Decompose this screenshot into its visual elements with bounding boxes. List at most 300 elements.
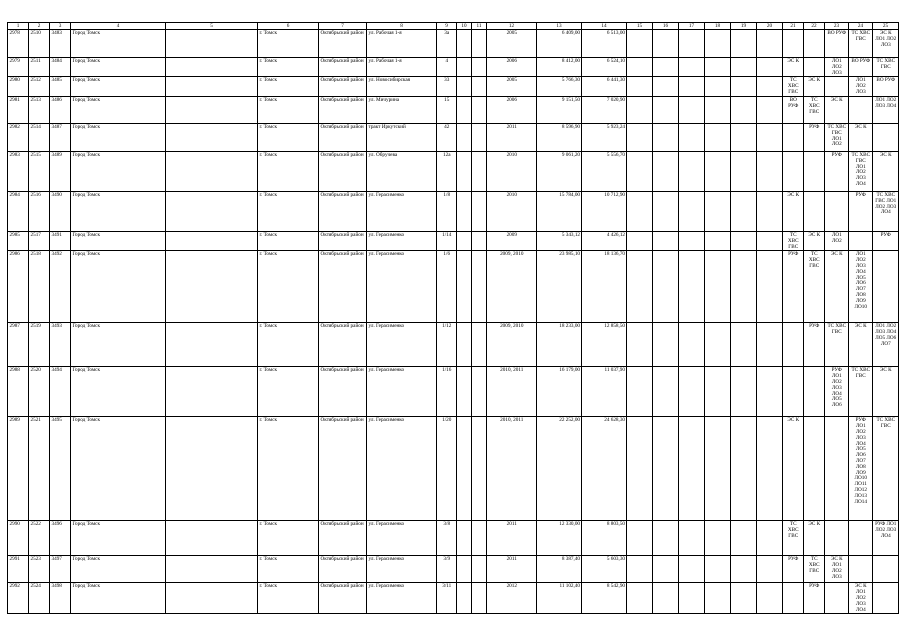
table-cell: г. Томск [258,77,319,96]
table-cell: ЭС К [783,417,804,521]
table-cell: 3/8 [437,521,457,556]
table-cell: РУФ [873,231,899,250]
table-cell [705,367,731,417]
table-cell [783,367,804,417]
table-cell: ЭС К [825,251,849,323]
table-cell [679,96,705,123]
table-cell [457,367,472,417]
table-cell: 8 803,50 [582,521,627,556]
table-cell: 18 233,00 [537,323,582,367]
table-cell: 3484 [50,58,71,77]
table-cell: Город Томск [71,58,166,77]
table-cell: 4 426,12 [582,231,627,250]
table-cell: 2989 [8,417,29,521]
table-cell [472,151,487,191]
table-cell [825,583,849,614]
table-cell: 2511 [29,58,50,77]
table-cell: 2011 [487,556,537,583]
table-cell: 2990 [8,521,29,556]
table-cell [757,231,783,250]
table-cell: ул. Рабочая 1-я [367,30,437,58]
table-cell: Октябрьский район [319,151,367,191]
table-cell: 2519 [29,323,50,367]
table-cell: 2517 [29,231,50,250]
table-cell: 10 712,90 [582,191,627,231]
table-cell: ТС ХВС ГВС ЛО1 ЛО2 [825,123,849,151]
table-cell: ЭС К [873,367,899,417]
table-cell [731,58,757,77]
table-cell: г. Томск [258,583,319,614]
table-cell: 2979 [8,58,29,77]
table-cell [166,521,258,556]
table-cell: 1/6 [437,251,457,323]
table-cell [757,96,783,123]
table-cell [166,231,258,250]
table-cell [166,30,258,58]
table-cell [679,30,705,58]
table-cell: 2010, 2011 [487,367,537,417]
table-cell: ЭС К ЛО1 ЛО2 ЛО3 ЛО4 [849,583,873,614]
column-number: 18 [705,23,731,30]
column-number: 23 [825,23,849,30]
table-cell: 18 136,70 [582,251,627,323]
table-cell [825,521,849,556]
table-cell: 16 179,00 [537,367,582,417]
table-cell: 2009 [487,231,537,250]
table-cell: ул. Герасименко [367,251,437,323]
table-cell [757,323,783,367]
table-cell: ЭС К [825,96,849,123]
table-cell [731,556,757,583]
table-cell: г. Томск [258,323,319,367]
table-cell: 24 628,30 [582,417,627,521]
table-cell [457,556,472,583]
table-cell: 2512 [29,77,50,96]
table-cell: 6 524,10 [582,58,627,77]
table-cell [731,367,757,417]
table-cell: 3495 [50,417,71,521]
column-number: 17 [679,23,705,30]
table-cell [457,30,472,58]
table-cell [627,77,653,96]
table-cell [653,231,679,250]
table-cell: ул. Новосибирская [367,77,437,96]
table-cell [472,323,487,367]
table-cell: Город Томск [71,323,166,367]
table-cell [731,77,757,96]
table-cell [457,251,472,323]
table-row [8,521,899,556]
column-number: 8 [367,23,437,30]
table-cell [705,417,731,521]
table-cell: 6 409,00 [537,30,582,58]
table-cell [804,151,825,191]
table-cell [804,58,825,77]
table-cell [705,191,731,231]
table-cell: ВО РУФ [825,30,849,58]
table-cell: Город Томск [71,583,166,614]
register-sheet [7,22,897,613]
table-cell: Город Томск [71,417,166,521]
table-cell: Город Томск [71,30,166,58]
table-cell [783,323,804,367]
table-cell: 3487 [50,123,71,151]
table-cell: 2982 [8,123,29,151]
table-cell [679,123,705,151]
table-cell [653,521,679,556]
table-cell [653,96,679,123]
table-cell: 1/8 [437,191,457,231]
table-cell: Октябрьский район [319,231,367,250]
table-cell [627,367,653,417]
table-cell: 1/16 [437,367,457,417]
table-cell [757,521,783,556]
table-cell [472,30,487,58]
table-cell [679,323,705,367]
table-cell: 2518 [29,251,50,323]
table-cell: 6 441,30 [582,77,627,96]
table-cell: 3489 [50,151,71,191]
table-cell [166,96,258,123]
table-cell [705,58,731,77]
table-cell [457,323,472,367]
table-cell [731,251,757,323]
table-cell: РУФ [783,556,804,583]
table-cell: 2012 [487,583,537,614]
column-number: 25 [873,23,899,30]
table-cell [731,521,757,556]
table-cell: РУФ ЛО1 ЛО2 ЛО3 ЛО4 [873,521,899,556]
table-cell: 2520 [29,367,50,417]
table-cell: г. Томск [258,367,319,417]
table-cell [804,417,825,521]
table-cell: 3486 [50,96,71,123]
table-cell: 2986 [8,251,29,323]
column-number: 14 [582,23,627,30]
table-cell: ул. Мичурина [367,96,437,123]
table-cell: 1/20 [437,417,457,521]
table-cell [679,231,705,250]
table-cell: 2516 [29,191,50,231]
column-number: 2 [29,23,50,30]
table-cell [873,556,899,583]
table-cell [731,151,757,191]
table-cell: ЭС К ЛО1 ЛО2 ЛО3 [825,556,849,583]
table-cell: ул. Герасименко [367,367,437,417]
table-row [8,77,899,96]
table-cell: РУФ [783,251,804,323]
table-cell [679,251,705,323]
table-cell: 2980 [8,77,29,96]
table-row [8,30,899,58]
table-cell: Город Томск [71,556,166,583]
table-cell [873,123,899,151]
table-cell [457,77,472,96]
table-cell [825,77,849,96]
table-row [8,151,899,191]
table-cell: г. Томск [258,151,319,191]
table-cell: ЛО1 ЛО2 ЛО3 ЛО4 ЛО5 ЛО6 ЛО7 ЛО8 ЛО9 ЛО10 [849,251,873,323]
table-cell: 2991 [8,556,29,583]
table-row [8,123,899,151]
column-number: 16 [653,23,679,30]
table-cell [627,30,653,58]
table-cell: 2983 [8,151,29,191]
table-cell: 23 985,10 [537,251,582,323]
table-cell: 3/9 [437,556,457,583]
column-number: 5 [166,23,258,30]
table-cell [705,323,731,367]
table-cell: ул. Герасименко [367,556,437,583]
table-cell [757,583,783,614]
table-cell: ТС ХВС ГВС [825,323,849,367]
table-cell: 2985 [8,231,29,250]
table-cell [757,77,783,96]
table-cell [472,77,487,96]
table-cell [472,583,487,614]
table-cell: ТС ХВС ГВС [849,367,873,417]
table-cell: 8 412,00 [537,58,582,77]
table-cell [627,96,653,123]
table-cell: 2524 [29,583,50,614]
table-cell [705,30,731,58]
table-cell [679,58,705,77]
table-cell [166,123,258,151]
table-cell [627,123,653,151]
table-cell: ТС ХВС ГВС [873,417,899,521]
table-cell [472,58,487,77]
table-cell: Октябрьский район [319,367,367,417]
table-cell: 2011 [487,123,537,151]
table-cell [653,30,679,58]
table-cell [783,123,804,151]
table-cell: ЛО1 ЛО2 ЛО3 [825,58,849,77]
table-cell: ул. Рабочая 1-я [367,58,437,77]
table-cell [627,417,653,521]
table-cell [653,367,679,417]
table-cell: г. Томск [258,191,319,231]
table-row [8,191,899,231]
table-cell: Город Томск [71,367,166,417]
table-cell [472,521,487,556]
table-cell: 9 061,20 [537,151,582,191]
table-cell: Город Томск [71,77,166,96]
table-cell: ЛО1 ЛО2 ЛО3 [849,77,873,96]
table-row [8,231,899,250]
table-cell: РУФ [804,323,825,367]
table-cell [653,191,679,231]
table-cell: 2522 [29,521,50,556]
table-cell: 3485 [50,77,71,96]
table-cell: Город Томск [71,231,166,250]
table-cell [457,151,472,191]
table-cell: 2513 [29,96,50,123]
table-cell: 9 151,50 [537,96,582,123]
table-cell: ВО РУФ [849,58,873,77]
table-cell [705,123,731,151]
table-cell [804,367,825,417]
table-cell: ЛО1 ЛО2 ЛО3 ЛО4 [873,96,899,123]
table-row [8,58,899,77]
table-cell [166,151,258,191]
table-cell: 6 513,00 [582,30,627,58]
table-cell [653,77,679,96]
table-cell: Октябрьский район [319,556,367,583]
table-cell [627,521,653,556]
table-cell: 3493 [50,323,71,367]
table-cell: 3/11 [437,583,457,614]
table-cell: Октябрьский район [319,123,367,151]
table-cell [757,251,783,323]
table-cell [472,251,487,323]
table-cell: 2010, 2011 [487,417,537,521]
table-cell [679,521,705,556]
table-cell [653,323,679,367]
table-cell: г. Томск [258,58,319,77]
table-cell: г. Томск [258,30,319,58]
table-cell [166,191,258,231]
table-cell: ЭС К ЛО1 ЛО2 ЛО3 [873,30,899,58]
table-row [8,323,899,367]
table-cell [705,96,731,123]
table-cell [849,231,873,250]
table-cell: 4 [437,58,457,77]
table-cell: 3490 [50,191,71,231]
table-cell: 2010 [487,151,537,191]
table-cell [472,556,487,583]
table-cell [705,231,731,250]
table-cell: РУФ [825,151,849,191]
table-cell: 15 [437,96,457,123]
table-cell: 11 102,40 [537,583,582,614]
table-cell [457,191,472,231]
table-cell [825,417,849,521]
table-cell: ТС ХВС ГВС [783,77,804,96]
table-cell: 11 037,90 [582,367,627,417]
table-cell [731,323,757,367]
table-cell [679,583,705,614]
table-cell [627,231,653,250]
table-cell: ЭС К [849,323,873,367]
table-cell: 7 020,90 [582,96,627,123]
table-cell: Октябрьский район [319,323,367,367]
table-cell [457,521,472,556]
table-cell: 2978 [8,30,29,58]
table-cell [166,367,258,417]
table-cell [627,583,653,614]
table-cell [849,521,873,556]
table-cell: 2009, 2010 [487,251,537,323]
table-cell [731,123,757,151]
table-cell [679,556,705,583]
table-cell [457,231,472,250]
table-cell: г. Томск [258,417,319,521]
table-cell: Город Томск [71,151,166,191]
table-cell: 3а [437,30,457,58]
table-cell [873,583,899,614]
table-cell [472,96,487,123]
table-cell: ТС ХВС ГВС [873,58,899,77]
table-cell: г. Томск [258,251,319,323]
table-cell: 2992 [8,583,29,614]
table-cell: Октябрьский район [319,191,367,231]
table-cell: 12 330,00 [537,521,582,556]
table-cell: г. Томск [258,231,319,250]
table-cell [849,556,873,583]
table-cell: 2006 [487,96,537,123]
housing-register-table [7,22,899,614]
table-row [8,417,899,521]
table-cell [653,58,679,77]
table-cell: 3496 [50,521,71,556]
table-cell [166,556,258,583]
table-cell [166,251,258,323]
column-number: 22 [804,23,825,30]
table-cell: г. Томск [258,123,319,151]
table-cell: ЭС К [873,151,899,191]
table-cell: Октябрьский район [319,77,367,96]
table-cell [627,556,653,583]
table-cell: 22 252,00 [537,417,582,521]
table-cell [679,417,705,521]
column-number: 1 [8,23,29,30]
table-cell [679,77,705,96]
table-cell: ВО РУФ [783,96,804,123]
table-cell [166,58,258,77]
table-cell: ул. Герасименко [367,323,437,367]
table-cell: Город Томск [71,521,166,556]
table-cell [731,191,757,231]
table-cell: 3491 [50,231,71,250]
table-cell [849,96,873,123]
table-cell [783,583,804,614]
table-cell: Октябрьский район [319,96,367,123]
table-cell [679,367,705,417]
table-cell [731,583,757,614]
table-cell [804,30,825,58]
table-cell: ЛО1 ЛО2 [825,231,849,250]
table-cell: ул. Герасименко [367,191,437,231]
table-cell [653,151,679,191]
table-cell: ЭС К [804,77,825,96]
table-cell: 3483 [50,30,71,58]
table-cell: 42 [437,123,457,151]
table-cell: 5 556,70 [582,151,627,191]
table-cell: 2010 [487,191,537,231]
table-cell: 2987 [8,323,29,367]
column-number-header [8,23,899,30]
table-cell [457,123,472,151]
table-cell [653,556,679,583]
table-cell: 2510 [29,30,50,58]
table-cell [705,583,731,614]
table-cell [731,417,757,521]
table-cell: 1/14 [437,231,457,250]
table-cell [783,30,804,58]
table-cell: 2515 [29,151,50,191]
table-cell [653,417,679,521]
table-cell [757,367,783,417]
table-cell: 2988 [8,367,29,417]
table-cell: 2523 [29,556,50,583]
column-number: 24 [849,23,873,30]
table-cell [472,123,487,151]
table-cell [731,30,757,58]
table-cell: ЭС К [849,123,873,151]
column-number: 11 [472,23,487,30]
table-cell: тракт Иркутский [367,123,437,151]
table-cell: 5 343,12 [537,231,582,250]
